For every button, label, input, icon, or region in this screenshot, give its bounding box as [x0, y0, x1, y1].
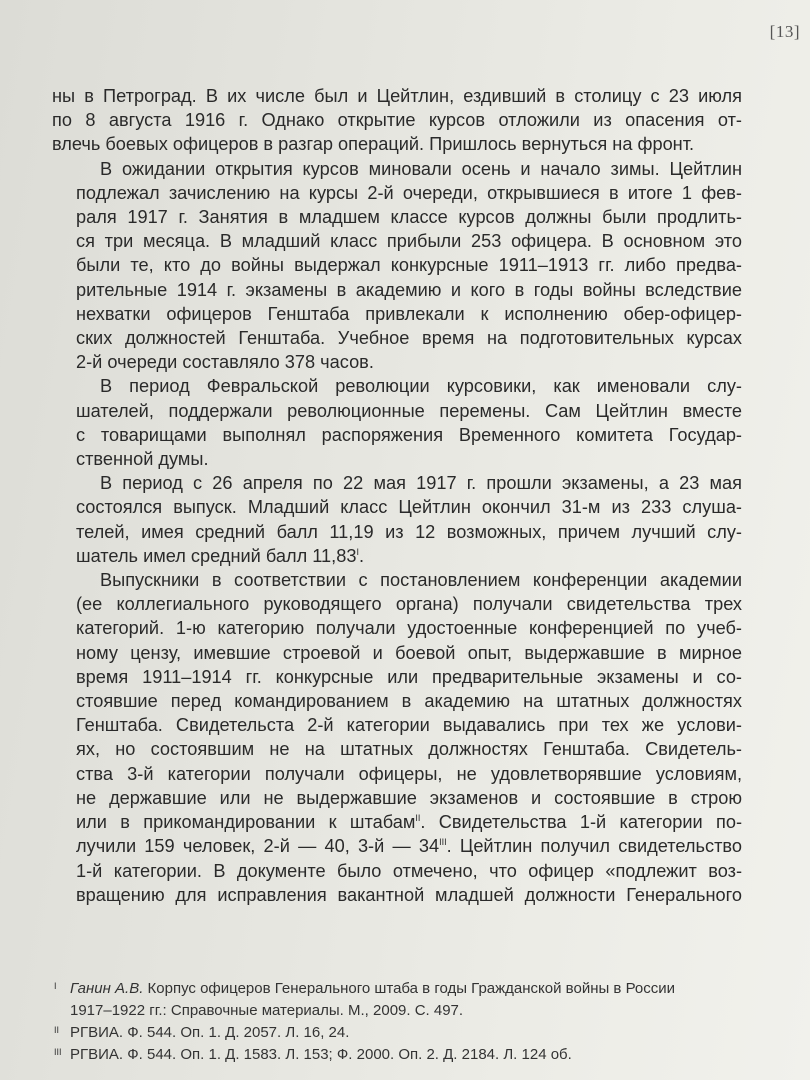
paragraph-2 — [52, 157, 742, 375]
text-line: В период с 26 апреля по 22 мая 1917 г. прошли экзамены, а 23 мая — [100, 473, 742, 494]
footnote-mark: III — [54, 1047, 62, 1057]
text-line: вращению для исправления вакантной младшей должности Генерального — [76, 884, 742, 905]
text-segment: лучили 159 человек, 2-й — 40, 3-й — 34 — [76, 836, 440, 857]
text-line: влечь боевых офицеров в разгар операций. Пришлось вернуться на фронт. — [52, 134, 695, 155]
page-number: [13] — [769, 22, 800, 41]
text-line — [52, 834, 742, 858]
text-line: ства 3-й категории получали офицеры, не удовлетворявшие условиям, — [76, 763, 742, 784]
footnote-2 — [50, 1022, 750, 1044]
footnote-author: Ганин А.В. — [70, 980, 144, 997]
text-line: ны в Петроград. В их числе был и Цейтлин, ездивший в столицу с 23 июля — [52, 86, 742, 106]
text-line: телей, имея средний балл 11,19 из 12 возможных, причем лучший слу- — [76, 521, 742, 542]
text-line: подлежал зачислению на курсы 2-й очереди, открывшиеся в итоге 1 фев- — [76, 182, 742, 203]
footnote-mark: I — [54, 981, 57, 991]
text-line: шателей, поддержали революционные перемены. Сам Цейтлин вместе — [76, 400, 742, 421]
text-line — [52, 810, 742, 834]
footnote-text: Корпус офицеров Генерального штаба в годы Гражданской войны в России — [143, 980, 676, 997]
footnote-1 — [50, 978, 750, 1022]
text-line: 2-й очереди составляло 378 часов. — [76, 352, 374, 373]
text-line: Генштаба. Свидетельста 2-й категории выдавались при тех же услови- — [76, 715, 742, 736]
text-line: по 8 августа 1916 г. Однако открытие курсов отложили из опасения от- — [52, 110, 742, 131]
text-line: Выпускники в соответствии с постановлением конференции академии — [100, 570, 742, 591]
text-line: ских должностей Генштаба. Учебное время на подготовительных курсах — [76, 328, 742, 349]
text-line: В период Февральской революции курсовики, как именовали слу- — [100, 376, 742, 397]
text-line: рительные 1914 г. экзамены в академию и кого в годы войны вследствие — [76, 279, 742, 300]
text-line: не державшие или не выдержавшие экзаменов и состоявшие в строю — [76, 787, 742, 808]
text-line: ях, но состоявшим не на штатных должностях Генштаба. Свидетель- — [76, 739, 742, 760]
text-segment: . — [358, 545, 365, 566]
footnote-text: РГВИА. Ф. 544. Оп. 1. Д. 2057. Л. 16, 24. — [70, 1024, 350, 1041]
footnote-mark: II — [54, 1025, 60, 1035]
text-line: раля 1917 г. Занятия в младшем классе курсов должны были продлить- — [76, 207, 742, 228]
text-line: ся три месяца. В младший класс прибыли 253 офицера. В основном это — [76, 231, 742, 252]
text-segment: шатель имел средний балл 11,83 — [76, 545, 357, 566]
footnote-3 — [50, 1044, 750, 1066]
text-line: ственной думы. — [76, 449, 209, 470]
footnote-ref-2[interactable]: II — [415, 813, 421, 824]
footnotes — [50, 978, 750, 1066]
footnote-ref-1[interactable]: I — [356, 546, 359, 557]
paragraph-3 — [52, 374, 742, 471]
text-segment: . Цейтлин получил свидетельство — [446, 836, 743, 857]
text-line: с товарищами выполнял распоряжения Временного комитета Государ- — [76, 424, 742, 445]
text-line: В ожидании открытия курсов миновали осень и начало зимы. Цейтлин — [100, 158, 742, 179]
text-line: стоявшие перед командированием в академию на штатных должностях — [76, 691, 742, 712]
paragraph-5 — [52, 568, 742, 907]
text-line: категорий. 1-ю категорию получали удостоенные конференцией по учеб- — [76, 618, 742, 639]
footnote-ref-3[interactable]: III — [439, 837, 447, 848]
text-segment: или в прикомандировании к штабам — [76, 812, 416, 833]
text-line: (ее коллегиального руководящего органа) получали свидетельства трех — [76, 594, 742, 615]
footnote-text: 1917–1922 гг.: Справочные материалы. М., 2009. С. 497. — [70, 1002, 464, 1019]
main-text — [52, 84, 742, 907]
text-line: были те, кто до войны выдержал конкурсные 1911–1913 гг. либо предва- — [76, 255, 742, 276]
text-line: нехватки офицеров Генштаба привлекали к исполнению обер-офицер- — [76, 303, 742, 324]
text-line: состоялся выпуск. Младший класс Цейтлин окончил 31-м из 233 слуша- — [76, 497, 742, 518]
paragraph-4 — [52, 471, 742, 568]
text-line — [52, 544, 742, 568]
paragraph-1 — [52, 84, 742, 157]
text-segment: . Свидетельства 1-й категории по- — [420, 812, 742, 833]
text-line: ному цензу, имевшие строевой и боевой опыт, выдержавшие в мирное — [76, 642, 742, 663]
text-line: время 1911–1914 гг. конкурсные или предварительные экзамены и со- — [76, 666, 742, 687]
footnote-text: РГВИА. Ф. 544. Оп. 1. Д. 1583. Л. 153; Ф. 2000. Оп. 2. Д. 2184. Л. 124 об. — [70, 1046, 572, 1063]
text-line: 1-й категории. В документе было отмечено, что офицер «подлежит воз- — [76, 860, 742, 881]
